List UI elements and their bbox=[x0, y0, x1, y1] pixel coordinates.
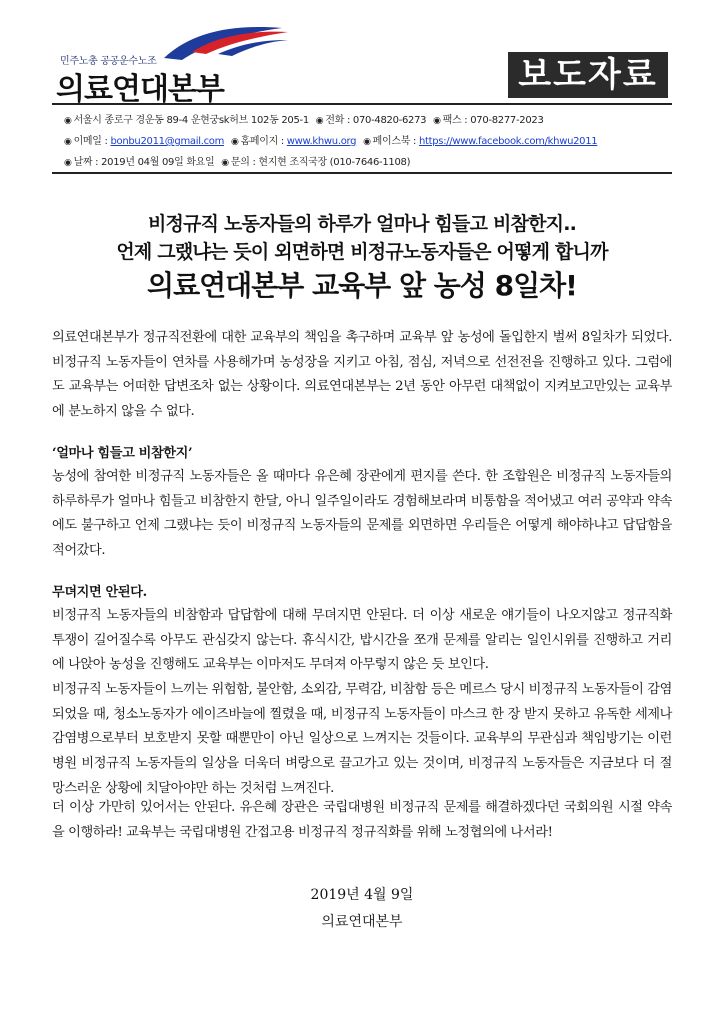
contact-line-3 bbox=[64, 153, 674, 168]
bullet-icon: ◉ bbox=[221, 158, 229, 168]
section-2-paragraph-2: 비정규직 노동자들이 느끼는 위험함, 불안함, 소외감, 무력감, 비참함 등은 메르스 당시 비정규직 노동자들이 감염되었을 때, 청소노동자가 에이즈바늘에 찔렸을 때, 비정규직 노동자들이 마스크 한 장 받지 못하고 유독한 세제나 감염병으로부터 보호받지 못할 때뿐만이 아닌 일상으로 느껴지는 것들이다. 교육부의 무관심과 책임방기는 이런 병원 비정규직 노동자들의 일상을 더욱더 벼랑으로 끌고가고 있는 것이며, 비정규직 노동자들은 지금보다 더 절망스러운 상황에 치달아야만 하는 것처럼 느껴진다. bbox=[52, 682, 672, 796]
contact-line-1 bbox=[64, 111, 674, 126]
section-2-paragraph-1: 비정규직 노동자들의 비참함과 답답함에 대해 무뎌지면 안된다. 더 이상 새로운 얘기들이 나오지않고 정규직화 투쟁이 길어질수록 아무도 관심갖지 않는다. 휴식시간, 밥시간을 쪼개 문제를 알리는 일인시위를 진행하고 거리에 나앉아 농성을 진행해도 교육부는 이마저도 무뎌져 아무렇지 않은 듯 보인다. bbox=[52, 608, 672, 673]
logo-subtitle: 민주노총 공공운수노조 bbox=[60, 56, 157, 67]
facebook-link[interactable]: https://www.facebook.com/khwu2011 bbox=[418, 136, 598, 147]
section-2-title: 무뎌지면 안된다. bbox=[52, 585, 147, 600]
inquiry: 문의 : 현지현 조직국장 (010-7646-1108) bbox=[230, 157, 411, 168]
headline-line-2: 언제 그랬냐는 듯이 외면하면 비정규노동자들은 어떻게 합니까 bbox=[116, 241, 608, 263]
bullet-icon: ◉ bbox=[64, 158, 72, 168]
header-divider-top bbox=[52, 103, 672, 105]
bullet-icon: ◉ bbox=[363, 137, 371, 147]
email-link[interactable]: bonbu2011@gmail.com bbox=[110, 136, 225, 147]
bullet-icon: ◉ bbox=[315, 116, 324, 126]
email-label: 이메일 : bbox=[73, 136, 111, 147]
facebook-label: 페이스북 : bbox=[372, 136, 419, 147]
press-release-label: 보도자료 bbox=[508, 52, 668, 98]
section-2-paragraph-3: 더 이상 가만히 있어서는 안된다. 유은혜 장관은 국립대병원 비정규직 문제를 해결하겠다던 국회의원 시절 약속을 이행하라! 교육부는 국립대병원 간접고용 비정규직 정규직화를 위해 노정협의에 나서라! bbox=[52, 800, 672, 840]
address: 서울시 종로구 경운동 89-4 운현궁sk허브 102동 205-1 bbox=[73, 115, 309, 126]
fax: 팩스 : 070-8277-2023 bbox=[442, 115, 544, 126]
bullet-icon: ◉ bbox=[64, 116, 72, 126]
document-header bbox=[52, 22, 672, 107]
bullet-icon: ◉ bbox=[230, 137, 239, 147]
contact-line-2 bbox=[64, 132, 674, 147]
homepage-label: 홈페이지 : bbox=[240, 136, 287, 147]
header-divider-bottom bbox=[52, 172, 672, 174]
signature-org: 의료연대본부 bbox=[321, 914, 403, 930]
bullet-icon: ◉ bbox=[433, 116, 441, 126]
homepage-link[interactable]: www.khwu.org bbox=[286, 136, 357, 147]
section-1-paragraph: 농성에 참여한 비정규직 노동자들은 올 때마다 유은혜 장관에게 편지를 쓴다. 한 조합원은 비정규직 노동자들의 하루하루가 얼마나 힘들고 비참한지 한달, 아니 일주일이라도 경험해보라며 비통함을 적어냈고 여러 공약과 약속에도 불구하고 언제 그랬냐는 듯이 비정규직 노동자들의 문제를 외면하면 우리들은 어떻게 해야하냐고 답답함을 적어갔다. bbox=[52, 469, 672, 559]
flag-emblem-icon bbox=[162, 22, 292, 64]
signature-date: 2019년 4월 9일 bbox=[310, 887, 414, 903]
bullet-icon: ◉ bbox=[64, 137, 72, 147]
phone: 전화 : 070-4820-6273 bbox=[325, 115, 427, 126]
logo-title: 의료연대본부 bbox=[56, 72, 224, 107]
headline-main: 의료연대본부 교육부 앞 농성 8일차! bbox=[147, 269, 577, 302]
intro-paragraph: 의료연대본부가 정규직전환에 대한 교육부의 책임을 촉구하며 교육부 앞 농성에 돌입한지 벌써 8일차가 되었다. 비정규직 노동자들이 연차를 사용해가며 농성장을 지키고 아침, 점심, 저녁으로 선전전을 진행하고 있다. 그럼에도 교육부는 어떠한 답변조차 없는 상황이다. 의료연대본부는 2년 동안 아무런 대책없이 지켜보고만있는 교육부에 분노하지 않을 수 없다. bbox=[52, 330, 672, 420]
date: 날짜 : 2019년 04월 09일 화요일 bbox=[73, 157, 215, 168]
org-logo bbox=[52, 22, 292, 107]
headline-line-1: 비정규직 노동자들의 하루가 얼마나 힘들고 비참한지.. bbox=[147, 213, 577, 235]
section-1-title: ‘얼마나 힘들고 비참한지’ bbox=[52, 446, 193, 461]
